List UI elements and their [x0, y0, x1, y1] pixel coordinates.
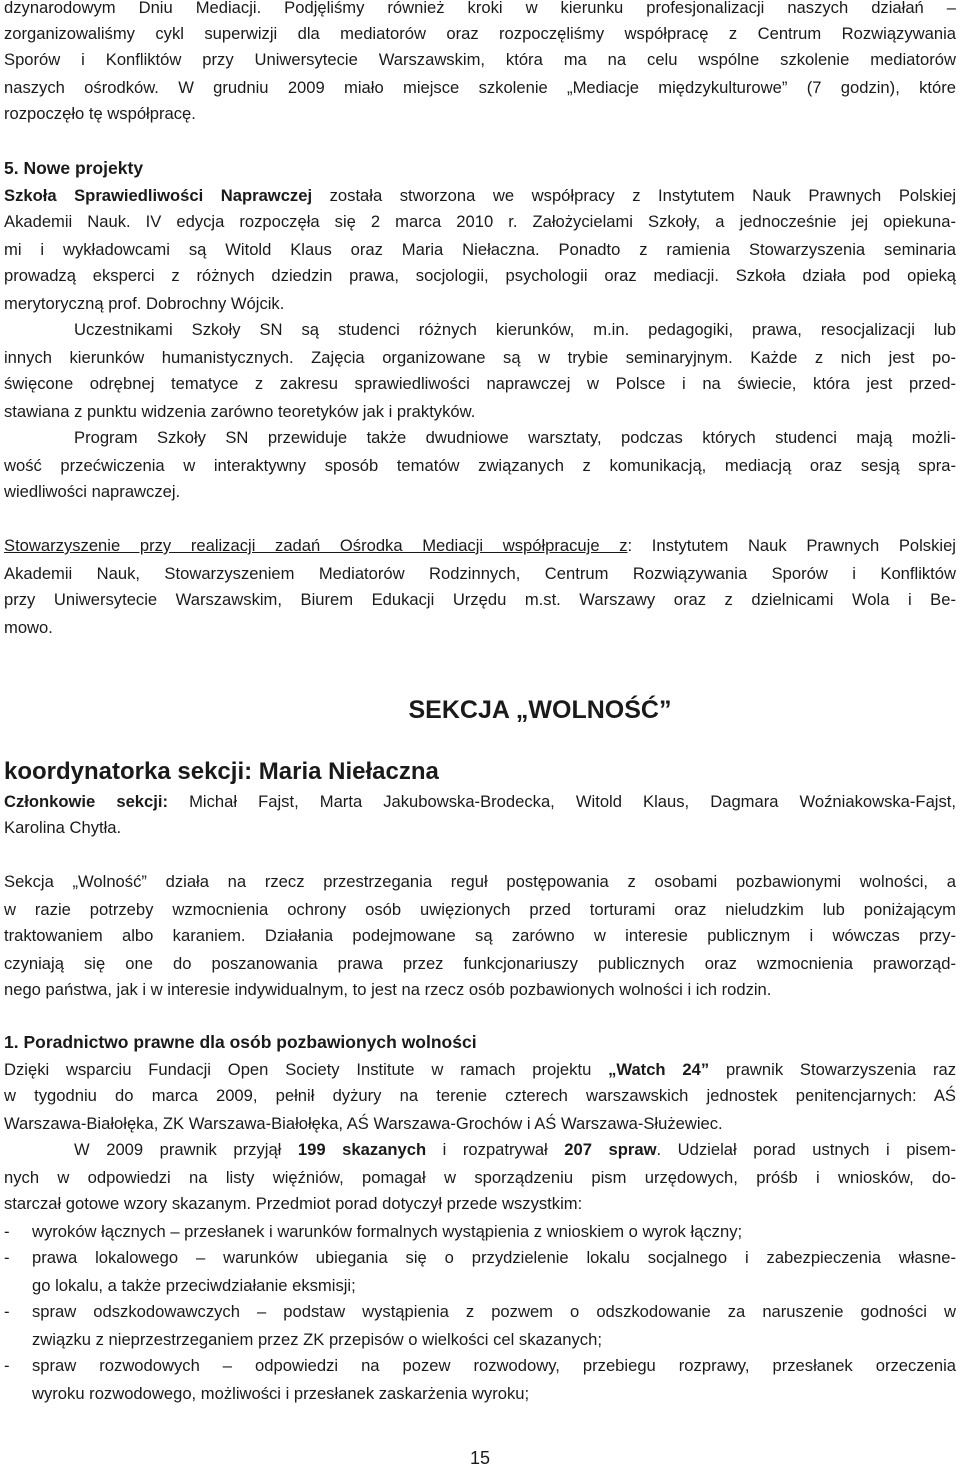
text-span: Michał Fajst, Marta Jakubowska-Brodecka, Witold Klaus, Dagmara Woźniakowska-Fajst, — [168, 792, 957, 811]
paragraph-line: prowadzą eksperci z różnych dziedzin prawa, socjologii, psychologii oraz mediacji. Szkoła działa pod opieką — [4, 266, 956, 285]
bullet-mark: - — [4, 1248, 10, 1267]
text-span: prawnik Stowarzyszenia raz — [709, 1060, 956, 1079]
description-line: czyniają się one do poszanowania prawa przez funkcjonariuszy publicznych oraz wzmocnienia praworząd- — [4, 954, 956, 973]
description-line: Sekcja „Wolność” działa na rzecz przestrzegania reguł postępowania z osobami pozbawionymi wolności, a — [4, 872, 956, 891]
text-span: została stworzona we współpracy z Instytutem Nauk Prawnych Polskiej — [312, 186, 957, 205]
section-title: SEKCJA „WOLNOŚĆ” — [408, 696, 672, 724]
bullet-mark: - — [4, 1302, 10, 1321]
page-number: 15 — [469, 1448, 491, 1468]
list-item-text: wyroków łącznych – przesłanek i warunków formalnych wystąpienia z wnioskiem o wyrok łączny; — [32, 1222, 743, 1241]
text-span: . Udzielał porad ustnych i pisem- — [656, 1140, 956, 1159]
bullet-mark: - — [4, 1356, 10, 1375]
paragraph-line: wiedliwości naprawczej. — [4, 482, 181, 501]
paragraph-line: w tygodniu do marca 2009, pełnił dyżury na terenie czterech warszawskich jednostek penitencjarnych: AŚ — [4, 1086, 956, 1105]
coordinator-heading: koordynatorka sekcji: Maria Niełaczna — [4, 758, 439, 785]
paragraph-line — [4, 1140, 956, 1160]
intro-line: zorganizowaliśmy cykl superwizji dla mediatorów oraz rozpoczęliśmy współpracę z Centrum Rozwiązywania — [4, 24, 956, 43]
list-item-text: prawa lokalowego – warunków ubiegania się o przydzielenie lokalu socjalnego i zabezpieczenia własne- — [32, 1248, 956, 1267]
description-line: traktowaniem albo karaniem. Działania podejmowane są zarówno w interesie publicznym i wówczas przy- — [4, 926, 956, 945]
count-convicts: 199 skazanych — [297, 1140, 427, 1159]
paragraph-line: Program Szkoły SN przewiduje także dwudniowe warsztaty, podczas których studenci mają możli- — [74, 428, 956, 447]
school-name: Szkoła Sprawiedliwości Naprawczej — [4, 186, 313, 205]
text-span: Dzięki wsparciu Fundacji Open Society Institute w ramach projektu — [4, 1060, 609, 1079]
paragraph-line — [4, 186, 956, 206]
members-line: Karolina Chytła. — [4, 818, 122, 837]
description-line: nego państwa, jak i w interesie indywidualnym, to jest na rzecz osób pozbawionych wolności i ich rodzin. — [4, 980, 772, 999]
cooperation-underlined: Stowarzyszenie przy realizacji zadań Ośrodka Mediacji współpracuje z — [4, 536, 628, 555]
description-line: w razie potrzeby wzmocnienia ochrony osób uwięzionych przed torturami oraz nieludzkim lub poniżającym — [4, 900, 956, 919]
intro-line: naszych ośrodków. W grudniu 2009 miało miejsce szkolenie „Mediacje międzykulturowe” (7 godzin), które — [4, 78, 956, 97]
list-item-text: spraw odszkodowawczych – podstaw wystąpienia z pozwem o odszkodowanie za naruszenie godności w — [32, 1302, 956, 1321]
paragraph-line: przy Uniwersytecie Warszawskim, Biurem Edukacji Urzędu m.st. Warszawy oraz z dzielnicami Wola i Be- — [4, 590, 956, 609]
section-heading-new-projects: 5. Nowe projekty — [4, 158, 144, 178]
paragraph-line: Warszawa-Białołęka, ZK Warszawa-Białołęka, AŚ Warszawa-Grochów i AŚ Warszawa-Służewiec. — [4, 1114, 723, 1133]
text-span: i rozpatrywał — [426, 1140, 565, 1159]
text-span: W 2009 prawnik przyjął — [74, 1140, 298, 1159]
section-heading-legal-aid: 1. Poradnictwo prawne dla osób pozbawionych wolności — [4, 1032, 477, 1052]
paragraph-line: Uczestnikami Szkoły SN są studenci różnych kierunków, m.in. pedagogiki, prawa, resocjalizacji lub — [74, 320, 956, 339]
intro-line: dzynarodowym Dniu Mediacji. Podjęliśmy również kroki w kierunku profesjonalizacji naszych działań – — [4, 0, 956, 17]
paragraph-line: starczał gotowe wzory skazanym. Przedmiot porad dotyczył przede wszystkim: — [4, 1194, 583, 1213]
members-line — [4, 792, 956, 812]
list-item-text: go lokalu, a także przeciwdziałanie eksmisji; — [32, 1276, 356, 1295]
paragraph-line — [4, 1060, 956, 1080]
paragraph-line: mowo. — [4, 618, 53, 637]
list-item-text: wyroku rozwodowego, możliwości i przesłanek zaskarżenia wyroku; — [32, 1384, 530, 1403]
paragraph-line: merytoryczną prof. Dobrochny Wójcik. — [4, 294, 285, 313]
project-name: „Watch 24” — [608, 1060, 710, 1079]
members-label: Członkowie sekcji: — [4, 792, 169, 811]
paragraph-line: święcone odrębnej tematyce z zakresu sprawiedliwości naprawczej w Polsce i na świecie, która jest przed- — [4, 374, 956, 393]
paragraph-line: innych kierunków humanistycznych. Zajęcia organizowane są w trybie seminaryjnym. Każde z nich jest po- — [4, 348, 956, 367]
paragraph-line: Akademii Nauk. IV edycja rozpoczęła się 2 marca 2010 r. Założycielami Szkoły, a jednocześnie jej opiekuna- — [4, 212, 956, 231]
paragraph-line: wość przećwiczenia w interaktywny sposób tematów związanych z komunikacją, mediacją oraz sesją spra- — [4, 456, 956, 475]
intro-line: Sporów i Konfliktów przy Uniwersytecie Warszawskim, która ma na celu wspólne szkolenie mediatorów — [4, 50, 956, 69]
list-item-text: spraw rozwodowych – odpowiedzi na pozew rozwodowy, przebiegu rozprawy, przesłanek orzeczenia — [32, 1356, 956, 1375]
paragraph-line: stawiana z punktu widzenia zarówno teoretyków jak i praktyków. — [4, 402, 476, 421]
list-item-text: związku z nieprzestrzeganiem przez ZK przepisów o wielkości cel skazanych; — [32, 1330, 602, 1349]
paragraph-line: nych w odpowiedzi na listy więźniów, pomagał w sporządzeniu pism urzędowych, próśb i wniosków, do- — [4, 1168, 956, 1187]
paragraph-line: mi i wykładowcami są Witold Klaus oraz Maria Niełaczna. Ponadto z ramienia Stowarzyszenia seminaria — [4, 240, 956, 259]
intro-line: rozpoczęło tę współpracę. — [4, 104, 196, 123]
paragraph-line — [4, 536, 956, 556]
bullet-mark: - — [4, 1222, 10, 1241]
text-span: : Instytutem Nauk Prawnych Polskiej — [627, 536, 956, 555]
count-cases: 207 spraw — [564, 1140, 657, 1159]
paragraph-line: Akademii Nauk, Stowarzyszeniem Mediatorów Rodzinnych, Centrum Rozwiązywania Sporów i Konfliktów — [4, 564, 956, 583]
